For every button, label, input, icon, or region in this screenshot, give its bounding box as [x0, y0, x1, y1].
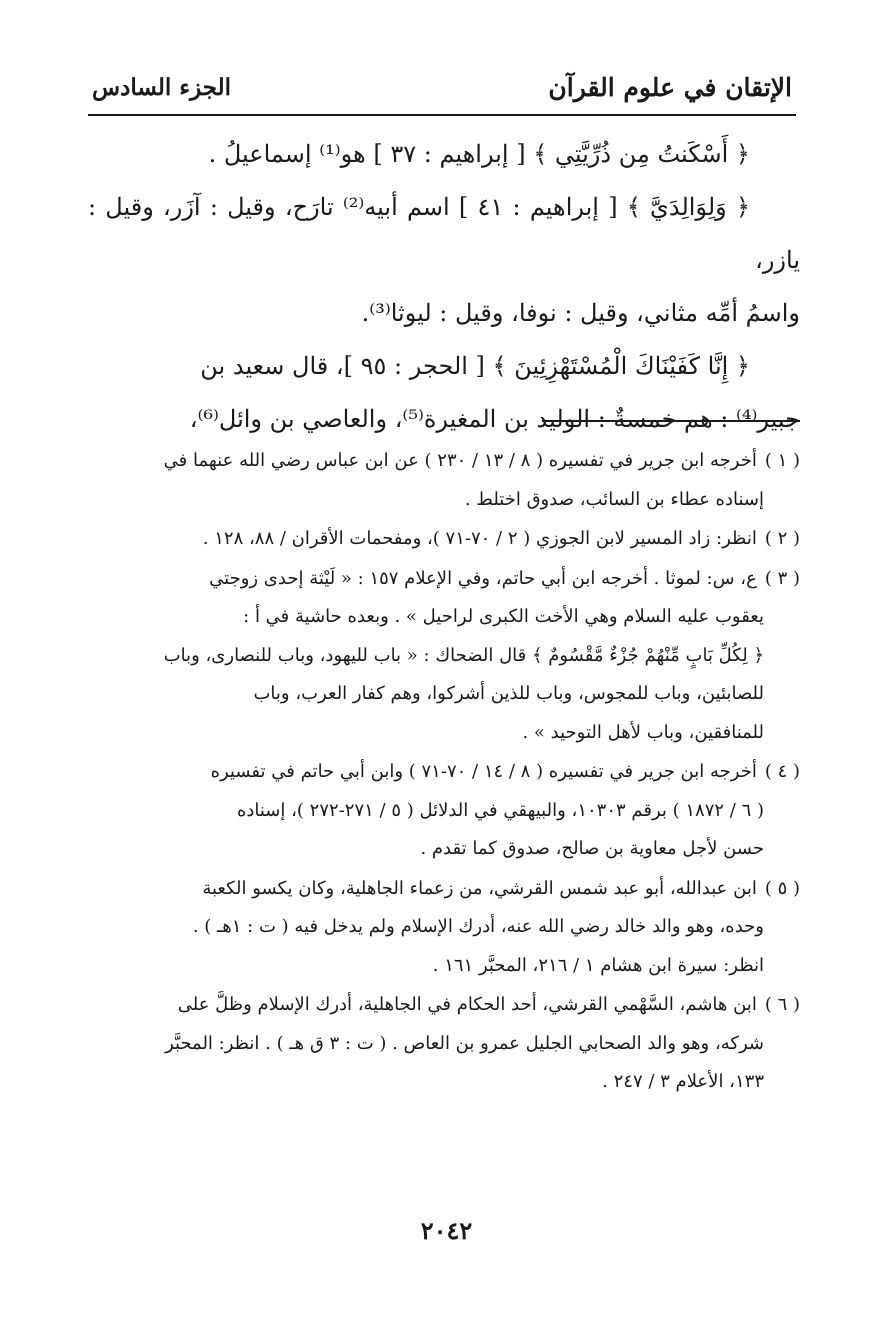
book-title: الإتقان في علوم القرآن — [548, 73, 792, 102]
footnote-text-line: ع، س: لموثا . أخرجه ابن أبي حاتم، وفي الإعلام ١٥٧ : « لَيْثة إحدى زوجتي — [209, 567, 757, 589]
main-text — [88, 128, 800, 446]
footnote-separator — [542, 420, 800, 422]
footnote-text-line: انظر: زاد المسير لابن الجوزي ( ٢ / ٧٠-٧١ )، ومفحمات الأقران / ٨٨، ١٢٨ . — [202, 528, 757, 549]
footnote-text-line: ( ٦ / ١٨٧٢ ) برقم ١٠٣٠٣، والبيهقي في الدلائل ( ٥ / ٢٧١-٢٧٢ )، إسناده — [236, 799, 764, 821]
footnote-number: ( ١ ) — [764, 450, 800, 471]
main-line-4: ﴿ إِنَّا كَفَيْنَاكَ الْمُسْتَهْزِئِينَ ﴾ [ الحجر : ٩٥ ]، قال سعيد بن — [200, 352, 750, 380]
main-line-5: جبير⁽⁴⁾ : هم خمسةٌ : الوليد بن المغيرة⁽⁵⁾، والعاصي بن وائل⁽⁶⁾، — [189, 405, 800, 433]
footnote-text-line: ١٣٣، الأعلام ٣ / ٢٤٧ . — [602, 1071, 764, 1092]
footnote-3 — [88, 560, 800, 753]
footnotes — [88, 442, 800, 1103]
main-line-2: ﴿ وَلِوَالِدَيَّ ﴾ [ إبراهيم : ٤١ ] اسم أبيه⁽²⁾ تارَح، وقيل : آزَر، وقيل : يازر، — [88, 193, 800, 274]
footnote-text-line: للمنافقين، وباب لأهل التوحيد » . — [522, 721, 764, 743]
footnote-text-line: أخرجه ابن جرير في تفسيره ( ٨ / ١٣ / ٢٣٠ ) عن ابن عباس رضي الله عنهما في — [163, 450, 757, 471]
footnote-number: ( ٤ ) — [764, 761, 800, 782]
footnote-text-line: انظر: سيرة ابن هشام ١ / ٢١٦، المحبَّر ١٦١ . — [432, 954, 764, 976]
footnote-text-line: للصابئين، وباب للمجوس، وباب للذين أشركوا، وهم كفار العرب، وباب — [253, 683, 764, 704]
footnote-text-line: يعقوب عليه السلام وهي الأخت الكبرى لراحيل » . وبعده حاشية في أ : — [243, 606, 764, 627]
footnote-text-line: شركه، وهو والد الصحابي الجليل عمرو بن العاص . ( ت : ٣ ق هـ ) . انظر: المحبَّر — [165, 1032, 764, 1054]
footnote-2 — [88, 520, 800, 559]
footnote-number: ( ٦ ) — [764, 994, 800, 1015]
footnote-text-line: ابن عبدالله، أبو عبد شمس القرشي، من زعماء الجاهلية، وكان يكسو الكعبة — [202, 877, 757, 899]
footnote-text-line: وحده، وهو والد خالد رضي الله عنه، أدرك الإسلام ولم يدخل فيه ( ت : ١هـ ) . — [192, 916, 764, 937]
footnote-6 — [88, 986, 800, 1102]
main-line-3: واسمُ أمِّه مثاني، وقيل : نوفا، وقيل : ليوثا⁽³⁾. — [361, 299, 800, 327]
footnote-number: ( ٢ ) — [764, 528, 800, 549]
footnote-text-line: حسن لأجل معاوية بن صالح، صدوق كما تقدم . — [420, 838, 764, 859]
footnote-number: ( ٥ ) — [764, 877, 800, 899]
footnote-text-line: أخرجه ابن جرير في تفسيره ( ٨ / ١٤ / ٧٠-٧١ ) وابن أبي حاتم في تفسيره — [210, 761, 757, 782]
footnote-5 — [88, 870, 800, 986]
footnote-number: ( ٣ ) — [764, 567, 800, 589]
main-line-1: ﴿ أَسْكَنتُ مِن ذُرِّيَّتِي ﴾ [ إبراهيم : ٣٧ ] هو⁽¹⁾ إسماعيلُ . — [208, 140, 750, 168]
running-header — [88, 62, 796, 116]
footnote-text-line: ابن هاشم، السَّهْمي القرشي، أحد الحكام في الجاهلية، أدرك الإسلام وظلَّ على — [177, 994, 757, 1015]
volume-label: الجزء السادس — [92, 74, 231, 101]
footnote-1 — [88, 442, 800, 519]
footnote-4 — [88, 753, 800, 869]
footnote-text-line: إسناده عطاء بن السائب، صدوق اختلط . — [464, 488, 764, 510]
page-number: ٢٠٤٢ — [420, 1216, 473, 1245]
footnote-text-line: ﴿ لِكُلِّ بَابٍ مِّنْهُمْ جُزْءٌ مَّقْسُومٌ ﴾ قال الضحاك : « باب لليهود، وباب للنصارى، وباب — [163, 644, 764, 666]
